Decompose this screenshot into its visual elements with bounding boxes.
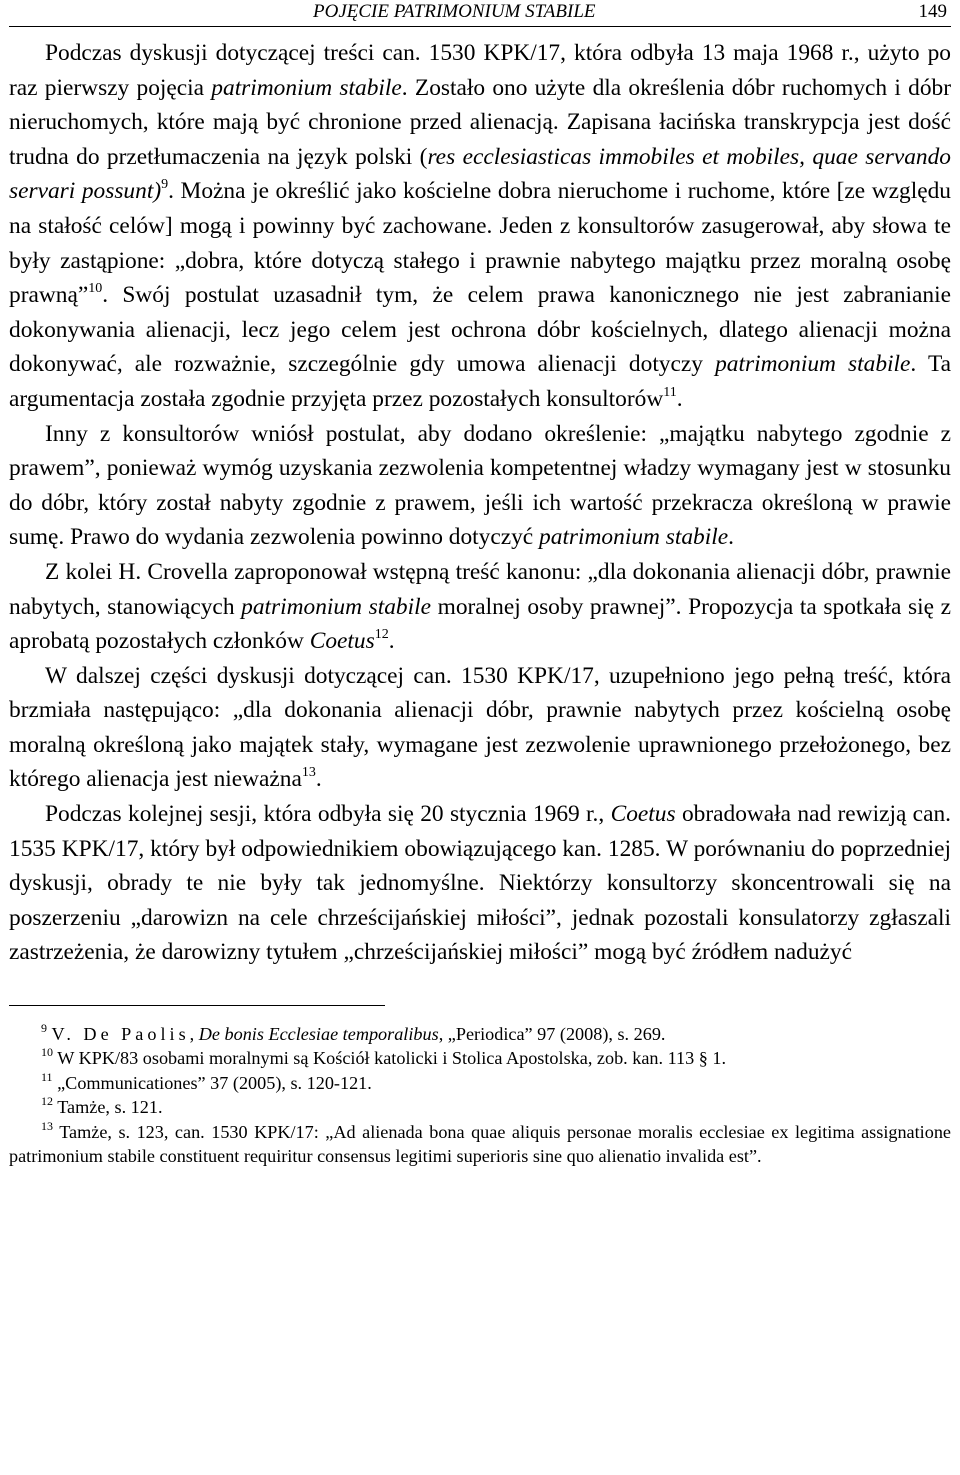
text-run: .: [676, 385, 683, 412]
text-run: moralnej osoby prawnej”. Propozycja ta spotkała się z aprobatą pozostałych członków: [9, 593, 951, 655]
paragraph-1: [9, 36, 951, 417]
footnote-text: W KPK/83 osobami moralnymi są Kościół katolicki i Stolica Apostolska, zob. kan. 113 § 1.: [57, 1048, 727, 1069]
text-run: .: [388, 628, 395, 655]
text-run: . Ta argumentacja została zgodnie przyjęta przez pozostałych konsultorów: [9, 351, 951, 412]
footnote-text: „Communicationes” 37 (2005), s. 120-121.: [57, 1072, 372, 1093]
footnote-ref-12[interactable]: 12: [374, 627, 389, 643]
paragraph-4: [9, 659, 951, 797]
running-header: [9, 0, 951, 27]
footnote-10: [9, 1046, 951, 1070]
page-number: 149: [918, 1, 947, 22]
footnotes: [9, 1022, 951, 1168]
text-run: .: [315, 766, 322, 793]
footnote-9: $^9$ V. De Paolis, De bonis Ecclesiae temporalibus, „Periodica” 97 (2008), s. 269.: [41, 1021, 666, 1045]
footnote-13: [9, 1120, 951, 1169]
footnote-ref-11[interactable]: 11: [663, 384, 677, 400]
italic-term: Coetus: [610, 801, 676, 828]
italic-latin-quote: res ecclesiasticas immobiles et mobiles, quae servando servari possunt): [9, 143, 951, 205]
paragraph-5: [9, 797, 951, 970]
text-run: . Zostało ono użyte dla określenia dóbr ruchomych i dóbr nieruchomych, które mają być chronione przed alienacją. Zapisana łacińska transkrypcja jest dość trudna do przetłumaczenia na język polski (: [9, 74, 952, 170]
footnote-title: De bonis Ecclesiae temporalibus: [198, 1024, 439, 1045]
footnote-text: , „Periodica” 97 (2008), s. 269.: [438, 1024, 666, 1045]
footnote-ref-9[interactable]: 9: [161, 177, 169, 193]
footnote-number: 13: [41, 1118, 53, 1133]
text-run: Podczas dyskusji dotyczącej treści can. 1530 KPK/17, która odbyła 13 maja 1968 r., użyto po raz pierwszy pojęcia: [9, 40, 951, 101]
italic-term: patrimonium stabile: [715, 351, 911, 378]
italic-term: Coetus: [309, 628, 375, 655]
paragraph-3: [9, 555, 951, 659]
text-run: . Swój postulat uzasadnił tym, że celem prawa kanonicznego nie jest zabranianie dokonywania alienacji, lecz jego celem jest ochrona dóbr kościelnych, dlatego alienacji można dokonywać, ale rozważnie, szczególnie gdy umowa alienacji dotyczy: [9, 282, 951, 378]
text-run: W dalszej części dyskusji dotyczącej can. 1530 KPK/17, uzupełniono jego pełną treść, która brzmiała następująco: „dla dokonania alienacji dóbr, prawnie nabytych przez kościelną osobę moralną określoną jako majątek stały, wymagane jest zezwolenie uprawnionego przełożonego, bez którego alienacja jest nieważna: [9, 662, 951, 793]
footnote-number: 12: [41, 1094, 53, 1109]
text-run: Podczas kolejnej sesji, która odbyła się 20 stycznia 1969 r.,: [45, 801, 611, 828]
text-run: Inny z konsultorów wniósł postulat, aby dodano określenie: „majątku nabytego zgodnie z prawem”, ponieważ wymóg uzyskania zezwolenia kompetentnej władzy wymagany jest w stosunku do dóbr, który został nabyty zgodnie z prawem, jeśli ich wartość przekracza określoną w prawie sumę. Prawo do wydania zezwolenia powinno dotyczyć: [9, 420, 951, 551]
footnote-number: 10: [41, 1045, 53, 1060]
footnote-number: 11: [41, 1069, 53, 1084]
footnote-ref-10[interactable]: 10: [88, 281, 103, 297]
italic-term: patrimonium stabile: [241, 593, 431, 620]
italic-term: patrimonium stabile: [539, 524, 729, 551]
paragraph-2: [9, 417, 951, 555]
italic-term: patrimonium stabile: [211, 74, 402, 101]
text-run: obradowała nad rewizją can. 1535 KPK/17, który był odpowiednikiem obowiązującego kan. 1285. W porównaniu do poprzedniej dyskusji, obrady te nie były tak jednomyślne. Niektórzy konsultorzy skoncentrowali się na poszerzeniu „darowizn na cele chrześcijańskiej miłości”, jednak pozostali konsulatorzy zgłaszali zastrzeżenia, że darowizny tytułem „chrześcijańskiej miłości” mogą być źródłem nadużyć: [9, 801, 951, 966]
document-page: [9, 0, 951, 1168]
text-run: Z kolei H. Crovella zaproponował wstępną treść kanonu: „dla dokonania alienacji dóbr, prawnie nabytych, stanowiących: [9, 558, 951, 620]
footnote-number: 9: [41, 1021, 47, 1036]
footnote-author: V. De Paolis: [51, 1024, 190, 1045]
main-text: [9, 36, 951, 970]
footnote-11: [9, 1071, 951, 1095]
footnote-12: [9, 1095, 951, 1119]
footnote-ref-13[interactable]: 13: [301, 765, 316, 781]
footnote-text: Tamże, s. 121.: [57, 1097, 163, 1118]
footnote-separator: [9, 1005, 385, 1006]
running-title: POJĘCIE PATRIMONIUM STABILE: [313, 1, 596, 22]
text-run: . Można je określić jako kościelne dobra nieruchome i ruchome, które [ze względu na stałość celów] mogą i powinny być zachowane. Jeden z konsultorów zasugerował, aby słowa te były zastąpione: „dobra, które dotyczą stałego i prawnie nabytego majątku przez moralną osobę prawną”: [9, 178, 952, 309]
footnote-text: Tamże, s. 123, can. 1530 KPK/17: „Ad alienada bona quae aliquis personae moralis ecclesiae ex legitima assignatione patrimonium stabile constituent requiritur consensus legitimi superioris sine quo alienatio invalida est”.: [9, 1121, 951, 1167]
text-run: .: [728, 524, 734, 551]
